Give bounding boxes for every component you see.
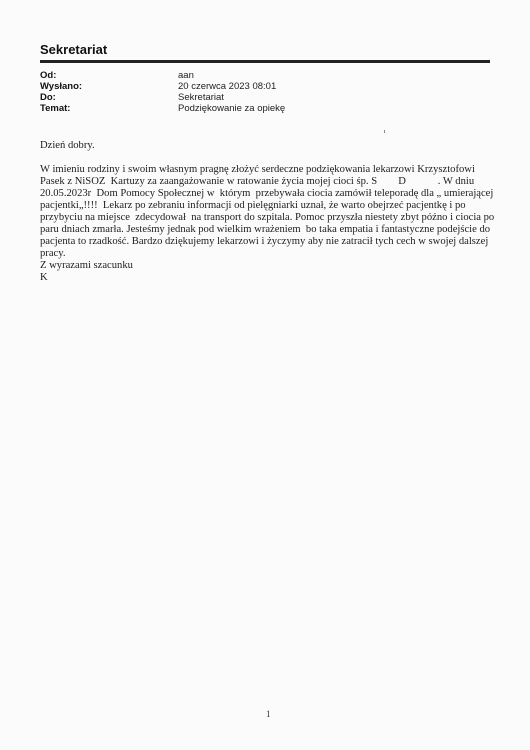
page-number: 1: [266, 709, 271, 719]
to-value: Sekretariat: [178, 92, 224, 103]
from-value: aan: [178, 70, 194, 81]
signature: K: [40, 272, 48, 283]
greeting: Dzień dobry.: [40, 140, 95, 151]
sent-label: Wysłano:: [40, 81, 83, 92]
subject-value: Podziękowanie za opiekę: [178, 103, 286, 114]
meta-row-subject: [40, 103, 490, 114]
sent-value: 20 czerwca 2023 08:01: [178, 81, 277, 92]
subject-label: Temat:: [40, 103, 71, 114]
closing: Z wyrazami szacunku: [40, 260, 133, 271]
letter-paragraph: W imieniu rodziny i swoim własnym pragnę złożyć serdeczne podziękowania lekarzowi Krzysztofowi Pasek z NiSOZ Kartuzy za zaangażowanie w ratowanie życia mojej cioci śp. S D . W dniu 20.05.2023r Dom Pomocy Społecznej w którym przebywała ciocia zamówił teleporadę dla „ umierającej pacjentki„!!!! Lekarz po zebraniu informacji od pielęgniarki uznał, że warto obejrzeć pacjentkę i po przybyciu na miejsce zdecydował na transport do szpitala. Pomoc przyszła niestety zbyt późno i ciocia po paru dniach zmarła. Jesteśmy jednak pod wielkim wrażeniem bo taka empatia i fantastyczne podejście do pacjenta to rzadkość. Bardzo dziękujemy lekarzowi i życzymy aby nie zatracił tych cech w swojej dalszej pracy.: [40, 164, 497, 259]
meta-row-sent: [40, 81, 490, 92]
letter-body: [40, 140, 502, 284]
scan-speck: [384, 130, 385, 133]
header-divider: [40, 60, 490, 63]
meta-row-to: [40, 92, 490, 103]
email-meta: [40, 70, 490, 114]
meta-row-from: [40, 70, 490, 81]
to-label: Do:: [40, 92, 56, 103]
header-title: Sekretariat: [40, 42, 108, 57]
from-label: Od:: [40, 70, 57, 81]
